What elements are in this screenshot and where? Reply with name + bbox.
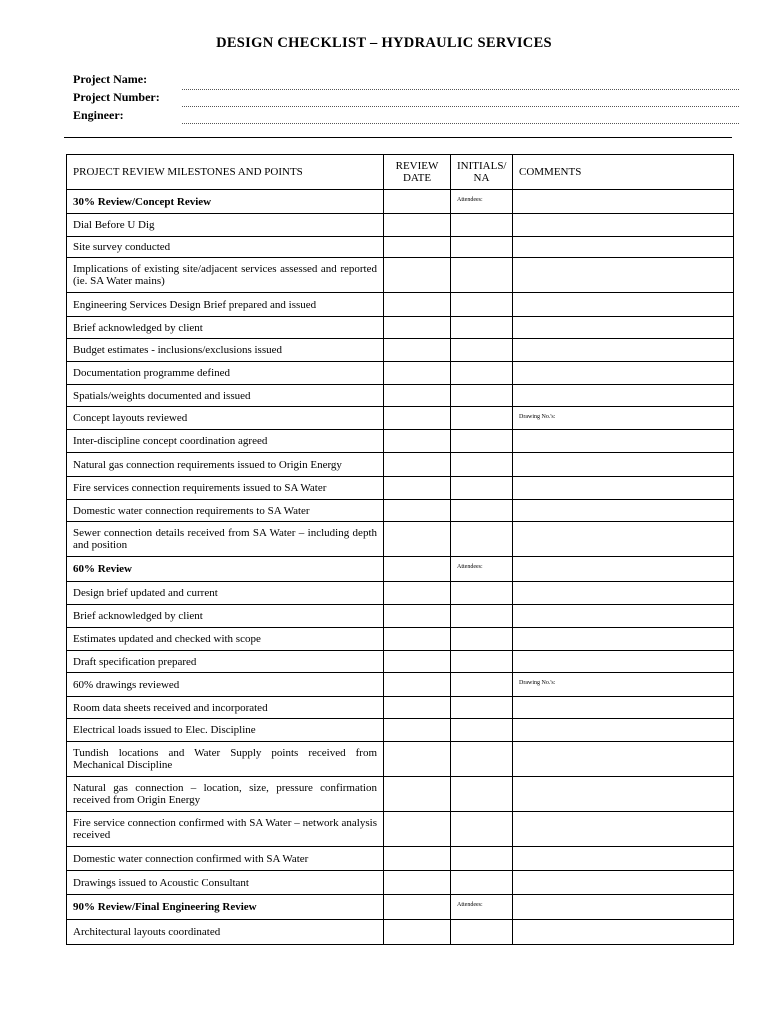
checklist-item: Engineering Services Design Brief prepared and issued (67, 293, 384, 317)
checklist-item: Tundish locations and Water Supply points received from Mechanical Discipline (67, 742, 384, 777)
review-date-cell[interactable] (384, 895, 451, 920)
initials-cell[interactable] (451, 190, 513, 214)
attendees-note: Attendees: (457, 902, 483, 908)
comments-cell[interactable] (513, 697, 734, 719)
initials-cell[interactable] (451, 237, 513, 258)
table-row (67, 673, 734, 697)
comments-cell[interactable] (513, 847, 734, 871)
initials-cell[interactable] (451, 628, 513, 651)
comments-cell[interactable] (513, 477, 734, 500)
review-date-cell[interactable] (384, 628, 451, 651)
review-date-cell[interactable] (384, 522, 451, 557)
comments-cell[interactable] (513, 339, 734, 362)
initials-cell[interactable] (451, 920, 513, 945)
checklist-item: Spatials/weights documented and issued (67, 385, 384, 407)
review-date-cell[interactable] (384, 317, 451, 339)
initials-cell[interactable] (451, 847, 513, 871)
initials-cell[interactable] (451, 385, 513, 407)
table-row (67, 500, 734, 522)
project-name-field[interactable] (182, 89, 739, 90)
comments-cell[interactable] (513, 258, 734, 293)
section-row (67, 895, 734, 920)
comments-cell[interactable] (513, 895, 734, 920)
review-date-cell[interactable] (384, 742, 451, 777)
comments-header: COMMENTS (513, 155, 734, 190)
review-date-cell[interactable] (384, 847, 451, 871)
section-row (67, 190, 734, 214)
comments-cell[interactable] (513, 651, 734, 673)
checklist-item: Budget estimates - inclusions/exclusions issued (67, 339, 384, 362)
checklist-item: Brief acknowledged by client (67, 317, 384, 339)
comments-cell[interactable] (513, 628, 734, 651)
checklist-item: Drawings issued to Acoustic Consultant (67, 871, 384, 895)
review-date-cell[interactable] (384, 362, 451, 385)
comments-cell[interactable] (513, 430, 734, 453)
section-title: 60% Review (67, 557, 384, 582)
comments-cell[interactable] (513, 605, 734, 628)
table-header-row (67, 155, 734, 190)
review-date-cell[interactable] (384, 214, 451, 237)
checklist-item: Draft specification prepared (67, 651, 384, 673)
review-date-cell[interactable] (384, 920, 451, 945)
table-row (67, 237, 734, 258)
review-date-cell[interactable] (384, 293, 451, 317)
review-date-cell[interactable] (384, 605, 451, 628)
review-date-cell[interactable] (384, 582, 451, 605)
comments-cell[interactable] (513, 293, 734, 317)
table-row (67, 777, 734, 812)
comments-cell[interactable] (513, 500, 734, 522)
initials-cell[interactable] (451, 582, 513, 605)
initials-cell[interactable] (451, 258, 513, 293)
comments-cell[interactable] (513, 719, 734, 742)
initials-cell[interactable] (451, 407, 513, 430)
initials-cell[interactable] (451, 895, 513, 920)
checklist-item: Electrical loads issued to Elec. Discipline (67, 719, 384, 742)
table-row (67, 385, 734, 407)
comments-cell[interactable] (513, 190, 734, 214)
comments-cell[interactable] (513, 522, 734, 557)
project-name-label: Project Name: (73, 72, 148, 86)
table-row (67, 742, 734, 777)
checklist-item: Fire services connection requirements issued to SA Water (67, 477, 384, 500)
review-date-cell[interactable] (384, 500, 451, 522)
engineer-label: Engineer: (73, 108, 124, 122)
comments-cell[interactable] (513, 453, 734, 477)
initials-cell[interactable] (451, 742, 513, 777)
initials-cell[interactable] (451, 500, 513, 522)
comments-cell[interactable] (513, 214, 734, 237)
table-row (67, 651, 734, 673)
drawing-nos-note: Drawing No.'s: (519, 680, 556, 686)
review-date-cell[interactable] (384, 237, 451, 258)
review-date-cell[interactable] (384, 453, 451, 477)
comments-cell[interactable] (513, 385, 734, 407)
table-row (67, 719, 734, 742)
table-row (67, 697, 734, 719)
checklist-item: Natural gas connection requirements issued to Origin Energy (67, 453, 384, 477)
table-row (67, 317, 734, 339)
checklist-item: Dial Before U Dig (67, 214, 384, 237)
comments-cell[interactable] (513, 673, 734, 697)
checklist-item: Implications of existing site/adjacent services assessed and reported (ie. SA Water mains) (67, 258, 384, 293)
initials-cell[interactable] (451, 317, 513, 339)
table-row (67, 362, 734, 385)
comments-cell[interactable] (513, 237, 734, 258)
review-date-cell[interactable] (384, 871, 451, 895)
table-row (67, 407, 734, 430)
initials-cell[interactable] (451, 871, 513, 895)
initials-cell[interactable] (451, 214, 513, 237)
project-number-field[interactable] (182, 106, 739, 107)
comments-cell[interactable] (513, 742, 734, 777)
review-date-cell[interactable] (384, 258, 451, 293)
comments-cell[interactable] (513, 582, 734, 605)
checklist-item: Natural gas connection – location, size, pressure confirmation received from Origin Energy (67, 777, 384, 812)
initials-cell[interactable] (451, 453, 513, 477)
initials-header: INITIALS/ NA (451, 155, 513, 190)
table-row (67, 430, 734, 453)
page-title: DESIGN CHECKLIST – HYDRAULIC SERVICES (216, 35, 552, 51)
header-divider (64, 137, 732, 138)
table-row (67, 847, 734, 871)
initials-cell[interactable] (451, 477, 513, 500)
table-row (67, 453, 734, 477)
section-title: 90% Review/Final Engineering Review (67, 895, 384, 920)
comments-cell[interactable] (513, 317, 734, 339)
review-date-cell[interactable] (384, 673, 451, 697)
attendees-note: Attendees: (457, 564, 483, 570)
table-row (67, 920, 734, 945)
initials-cell[interactable] (451, 651, 513, 673)
checklist-item: Domestic water connection requirements to SA Water (67, 500, 384, 522)
initials-cell[interactable] (451, 362, 513, 385)
comments-cell[interactable] (513, 871, 734, 895)
review-date-cell[interactable] (384, 477, 451, 500)
checklist-item: Design brief updated and current (67, 582, 384, 605)
checklist-item: Fire service connection confirmed with SA Water – network analysis received (67, 812, 384, 847)
initials-cell[interactable] (451, 293, 513, 317)
initials-cell[interactable] (451, 430, 513, 453)
table-row (67, 605, 734, 628)
initials-cell[interactable] (451, 557, 513, 582)
checklist-item: Architectural layouts coordinated (67, 920, 384, 945)
initials-cell[interactable] (451, 697, 513, 719)
checklist-item: Brief acknowledged by client (67, 605, 384, 628)
initials-cell[interactable] (451, 673, 513, 697)
review-date-cell[interactable] (384, 697, 451, 719)
engineer-field[interactable] (182, 123, 739, 124)
review-date-cell[interactable] (384, 385, 451, 407)
project-number-label: Project Number: (73, 90, 160, 104)
checklist-item: 60% drawings reviewed (67, 673, 384, 697)
review-date-cell[interactable] (384, 719, 451, 742)
table-row (67, 293, 734, 317)
table-row (67, 258, 734, 293)
checklist-item: Estimates updated and checked with scope (67, 628, 384, 651)
table-row (67, 339, 734, 362)
initials-cell[interactable] (451, 719, 513, 742)
comments-cell[interactable] (513, 920, 734, 945)
checklist-item: Site survey conducted (67, 237, 384, 258)
section-title: 30% Review/Concept Review (67, 190, 384, 214)
initials-cell[interactable] (451, 777, 513, 812)
table-row (67, 522, 734, 557)
comments-cell[interactable] (513, 777, 734, 812)
table-row (67, 214, 734, 237)
review-date-header: REVIEW DATE (384, 155, 451, 190)
review-date-cell[interactable] (384, 557, 451, 582)
comments-cell[interactable] (513, 557, 734, 582)
review-date-cell[interactable] (384, 777, 451, 812)
review-date-cell[interactable] (384, 407, 451, 430)
review-date-cell[interactable] (384, 190, 451, 214)
checklist-item: Inter-discipline concept coordination agreed (67, 430, 384, 453)
table-row (67, 628, 734, 651)
checklist-item: Concept layouts reviewed (67, 407, 384, 430)
table-row (67, 871, 734, 895)
comments-cell[interactable] (513, 812, 734, 847)
comments-cell[interactable] (513, 407, 734, 430)
review-date-cell[interactable] (384, 651, 451, 673)
review-date-cell[interactable] (384, 339, 451, 362)
checklist-item: Domestic water connection confirmed with SA Water (67, 847, 384, 871)
milestones-header: PROJECT REVIEW MILESTONES AND POINTS (67, 155, 384, 190)
checklist-table (66, 154, 734, 945)
table-row (67, 812, 734, 847)
review-date-cell[interactable] (384, 430, 451, 453)
attendees-note: Attendees: (457, 197, 483, 203)
checklist-item: Documentation programme defined (67, 362, 384, 385)
section-row (67, 557, 734, 582)
checklist-item: Sewer connection details received from SA Water – including depth and position (67, 522, 384, 557)
initials-cell[interactable] (451, 339, 513, 362)
drawing-nos-note: Drawing No.'s: (519, 414, 556, 420)
table-row (67, 477, 734, 500)
initials-cell[interactable] (451, 522, 513, 557)
comments-cell[interactable] (513, 362, 734, 385)
initials-cell[interactable] (451, 605, 513, 628)
table-row (67, 582, 734, 605)
checklist-item: Room data sheets received and incorporated (67, 697, 384, 719)
initials-cell[interactable] (451, 812, 513, 847)
review-date-cell[interactable] (384, 812, 451, 847)
